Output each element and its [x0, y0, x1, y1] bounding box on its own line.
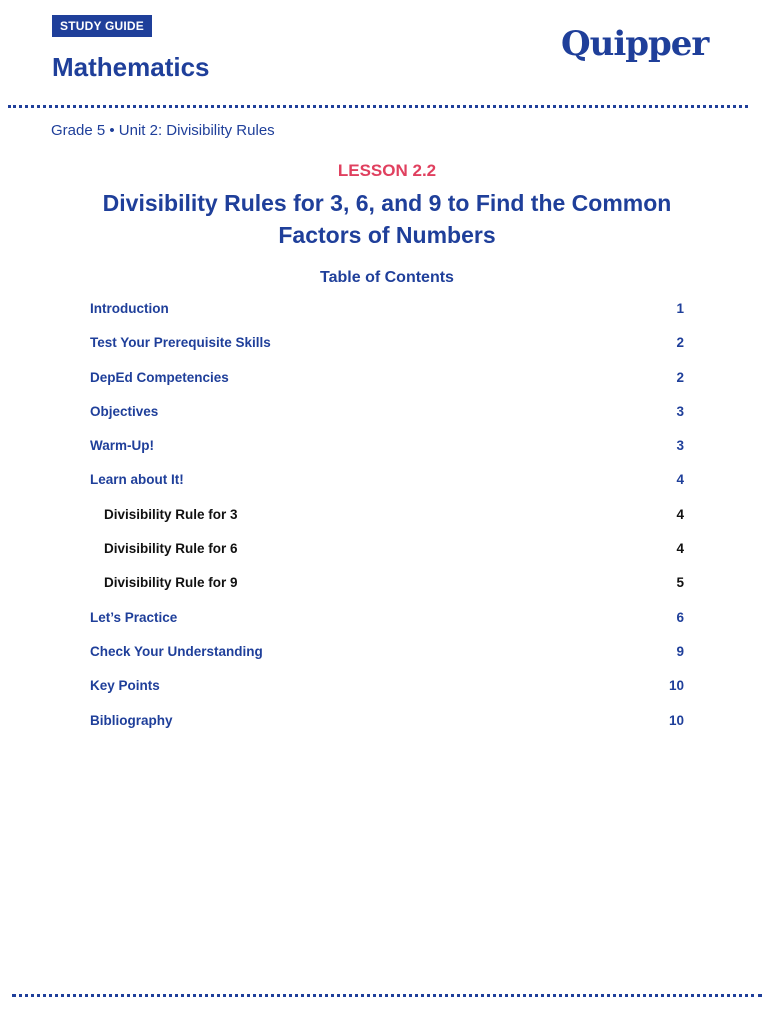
toc-item-page: 2 — [676, 369, 684, 385]
toc-item-page: 4 — [676, 541, 684, 557]
toc-item-label: Divisibility Rule for 6 — [104, 541, 238, 557]
toc-heading: Table of Contents — [320, 269, 454, 286]
toc-subitem-rule-6[interactable] — [90, 540, 684, 574]
toc-item-prerequisite-skills[interactable] — [90, 334, 684, 368]
toc-item-deped-competencies[interactable] — [90, 369, 684, 403]
toc-item-label: Test Your Prerequisite Skills — [90, 335, 271, 351]
toc-item-page: 3 — [676, 403, 684, 419]
toc-subitem-rule-3[interactable] — [90, 506, 684, 540]
toc-item-page: 1 — [676, 301, 684, 316]
toc-item-page: 10 — [668, 712, 684, 728]
toc-item-objectives[interactable] — [90, 403, 684, 437]
header-divider — [8, 105, 748, 108]
toc-item-label: Learn about It! — [90, 472, 184, 488]
study-guide-badge: STUDY GUIDE — [52, 15, 152, 37]
toc-item-label: Check Your Understanding — [90, 643, 263, 659]
footer-divider — [12, 994, 762, 997]
toc-item-introduction[interactable] — [90, 300, 684, 334]
toc-item-learn-about-it[interactable] — [90, 471, 684, 505]
toc-item-label: Objectives — [90, 403, 159, 419]
toc-item-label: Key Points — [90, 678, 160, 694]
lesson-number: LESSON 2.2 — [337, 161, 437, 180]
toc-subitem-rule-9[interactable] — [90, 574, 684, 608]
toc-item-page: 4 — [676, 472, 684, 488]
toc-item-page: 6 — [676, 609, 684, 625]
toc-item-page: 10 — [668, 678, 684, 694]
toc-item-warm-up[interactable] — [90, 437, 684, 471]
breadcrumb: Grade 5 • Unit 2: Divisibility Rules — [51, 122, 275, 139]
toc-item-label: Divisibility Rule for 9 — [104, 575, 238, 591]
toc-item-key-points[interactable] — [90, 677, 684, 711]
toc-item-label: Introduction — [90, 301, 169, 316]
toc-item-label: Divisibility Rule for 3 — [104, 506, 238, 522]
toc-item-page: 4 — [676, 506, 684, 522]
toc-item-label: Warm-Up! — [90, 438, 154, 454]
table-of-contents — [90, 300, 684, 746]
toc-item-label: Let’s Practice — [90, 609, 178, 625]
toc-item-label: DepEd Competencies — [90, 369, 229, 385]
toc-item-check-understanding[interactable] — [90, 643, 684, 677]
lesson-title: Divisibility Rules for 3, 6, and 9 to Find the Common Factors of Numbers — [102, 190, 672, 248]
toc-item-page: 2 — [676, 335, 684, 351]
toc-item-page: 3 — [676, 438, 684, 454]
toc-item-label: Bibliography — [90, 712, 173, 728]
quipper-logo: Quipper — [561, 24, 709, 64]
toc-item-lets-practice[interactable] — [90, 609, 684, 643]
toc-item-page: 9 — [676, 643, 684, 659]
toc-item-page: 5 — [676, 575, 684, 591]
toc-item-bibliography[interactable] — [90, 712, 684, 746]
subject-title: Mathematics — [52, 52, 210, 82]
